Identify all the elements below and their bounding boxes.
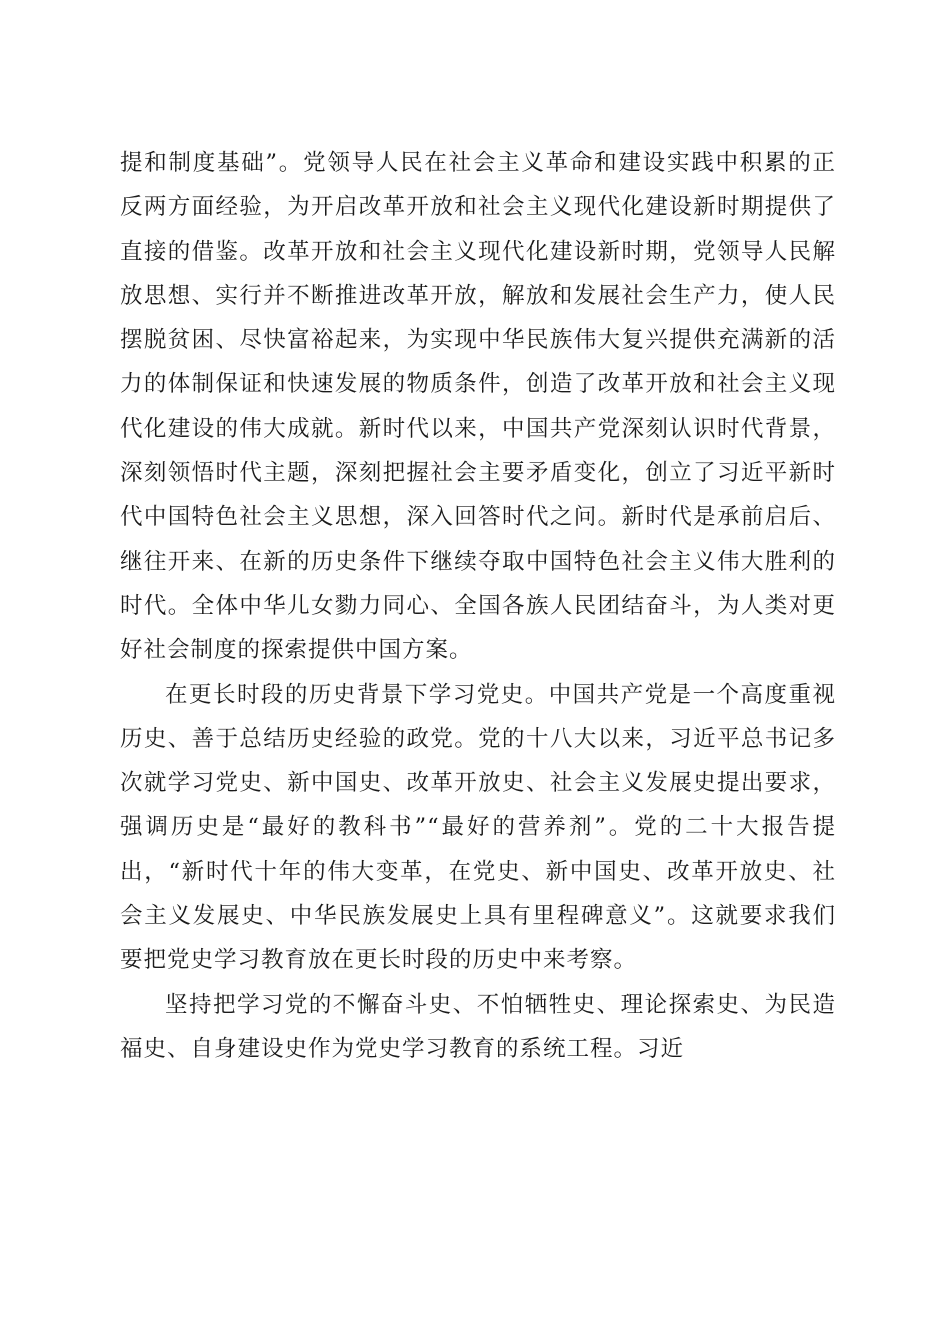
paragraph-continued: 提和制度基础”。党领导人民在社会主义革命和建设实践中积累的正反两方面经验，为开启改革开放和社会主义现代化建设新时期提供了直接的借鉴。改革开放和社会主义现代化建设新时期，党领导人民解放思想、实行并不断推进改革开放，解放和发展社会生产力，使人民摆脱贫困、尽快富裕起来，为实现中华民族伟大复兴提供充满新的活力的体制保证和快速发展的物质条件，创造了改革开放和社会主义现代化建设的伟大成就。新时代以来，中国共产党深刻认识时代背景，深刻领悟时代主题，深刻把握社会主要矛盾变化，创立了习近平新时代中国特色社会主义思想，深入回答时代之问。新时代是承前启后、继往开来、在新的历史条件下继续夺取中国特色社会主义伟大胜利的时代。全体中华儿女勠力同心、全国各族人民团结奋斗，为人类对更好社会制度的探索提供中国方案。 [120, 150, 836, 664]
paragraph-systematic-study: 坚持把学习党的不懈奋斗史、不怕牺牲史、理论探索史、为民造福史、自身建设史作为党史学习教育的系统工程。习近 [120, 991, 836, 1062]
body-text [120, 141, 836, 1071]
paragraph-party-history-longer-period: 在更长时段的历史背景下学习党史。中国共产党是一个高度重视历史、善于总结历史经验的政党。党的十八大以来，习近平总书记多次就学习党史、新中国史、改革开放史、社会主义发展史提出要求，强调历史是“最好的教科书”“最好的营养剂”。党的二十大报告提出，“新时代十年的伟大变革，在党史、新中国史、改革开放史、社会主义发展史、中华民族发展史上具有里程碑意义”。这就要求我们要把党史学习教育放在更长时段的历史中来考察。 [120, 681, 836, 974]
